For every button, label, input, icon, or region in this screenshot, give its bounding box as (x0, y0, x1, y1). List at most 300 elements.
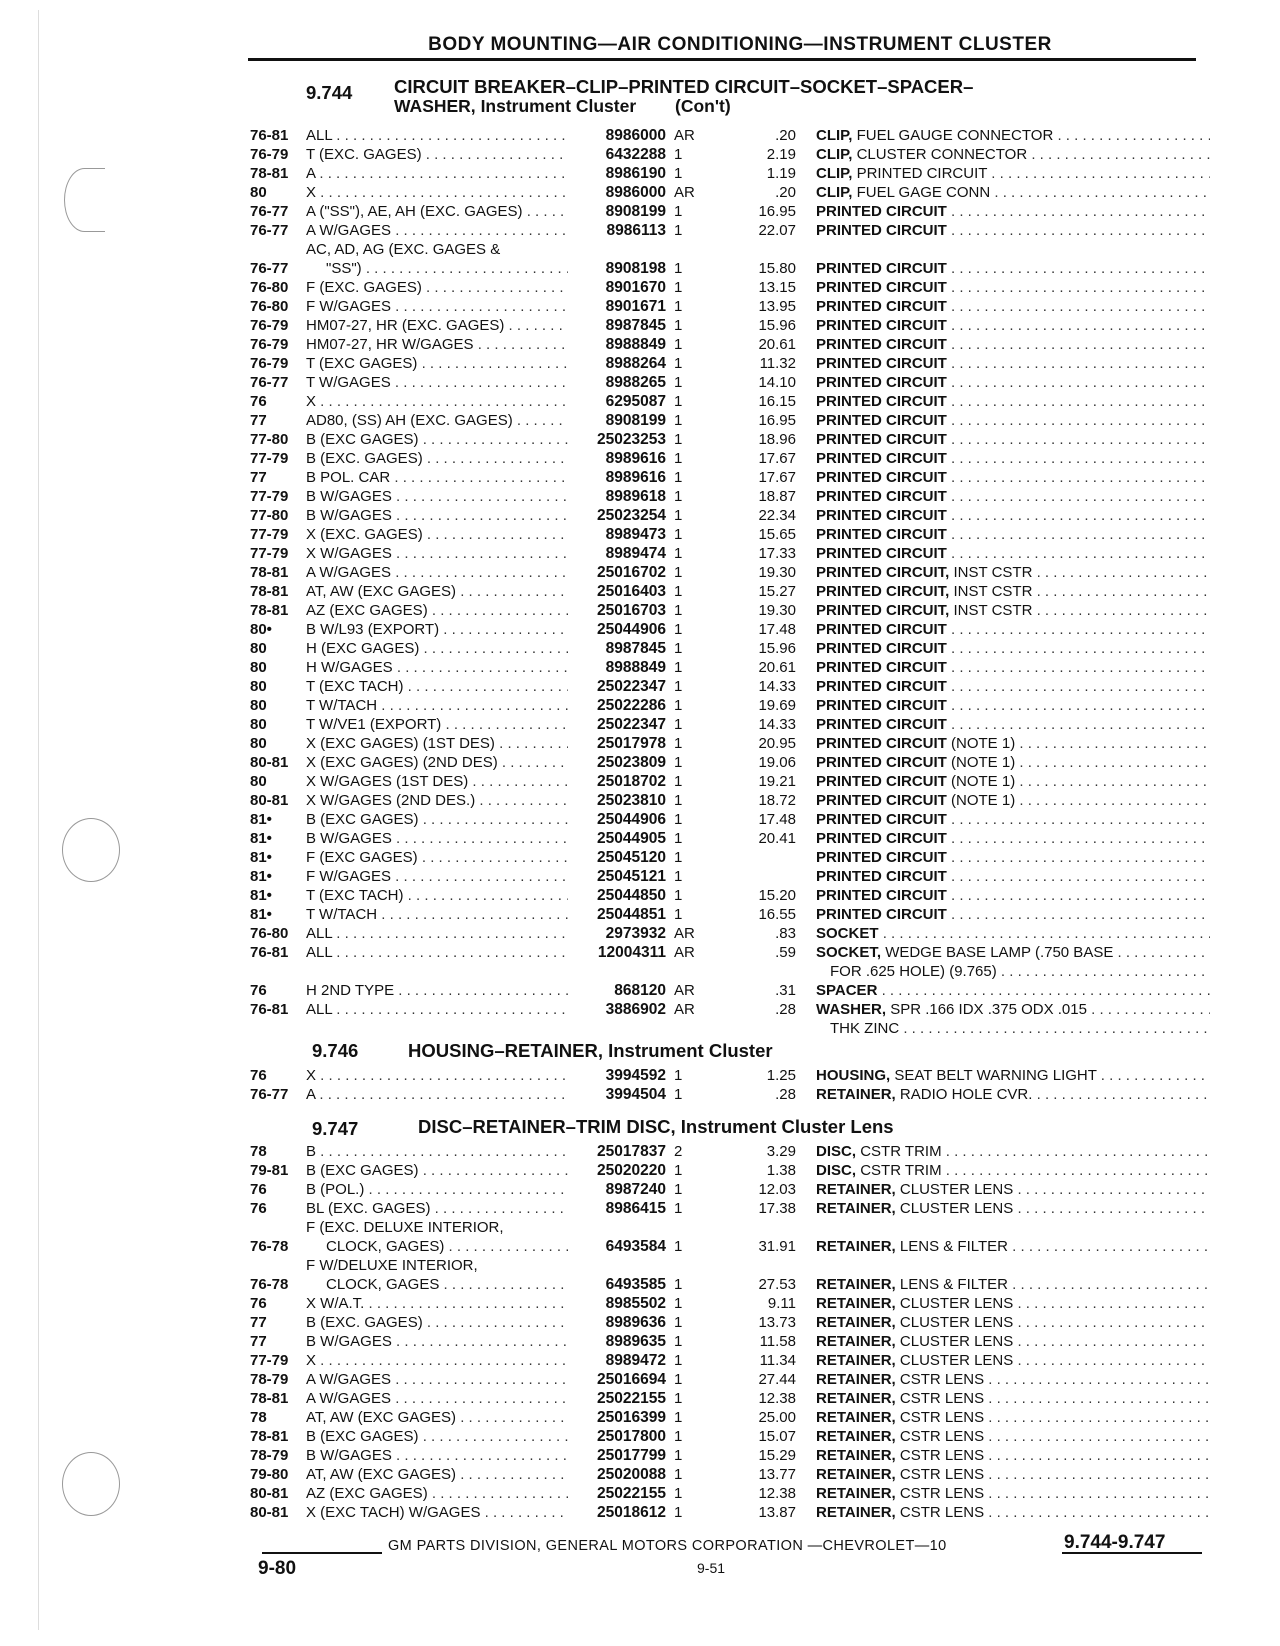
description-line (816, 1294, 1210, 1313)
table-row (250, 1351, 1210, 1370)
table-row (250, 1066, 1210, 1085)
description-key: PRINTED CIRCUIT (816, 545, 947, 562)
application-line: X W/GAGES . . . (306, 544, 568, 563)
model-year: 80 (250, 716, 267, 733)
price: 1.19 (766, 165, 796, 182)
application (306, 1503, 568, 1522)
quantity: AR (674, 1001, 695, 1018)
description-key: PRINTED CIRCUIT (816, 355, 947, 372)
description-detail: CSTR LENS (899, 1504, 985, 1521)
section-title-rest: Instrument Cluster Lens (680, 1116, 894, 1137)
parts-list (250, 126, 1210, 1038)
application (306, 1332, 568, 1351)
description (816, 145, 1210, 164)
description-line (816, 297, 1210, 316)
description-detail: CLUSTER LENS (899, 1200, 1014, 1217)
quantity: 1 (674, 336, 683, 353)
section-9-747 (250, 1114, 1210, 1522)
application (306, 430, 568, 449)
price: 18.87 (758, 488, 796, 505)
price: .31 (775, 982, 796, 999)
application-line: AZ (EXC GAGES) . . . (306, 601, 568, 620)
table-row (250, 506, 1210, 525)
application-line: A ("SS"), AE, AH (EXC. GAGES) . . . (306, 202, 568, 221)
model-year: 78-81 (250, 1428, 289, 1445)
application-line: AT, AW (EXC GAGES) . . . (306, 582, 568, 601)
model-year: 76-79 (250, 317, 289, 334)
description-line (816, 867, 1210, 886)
description-line (816, 468, 1210, 487)
price: 15.27 (758, 583, 796, 600)
application-line: B (EXC GAGES) . . . (306, 810, 568, 829)
description-detail: LENS & FILTER (899, 1238, 1008, 1255)
application (306, 1389, 568, 1408)
application (306, 848, 568, 867)
section-heading (250, 1114, 1210, 1142)
part-number: 8901670 (605, 279, 666, 296)
application (306, 696, 568, 715)
table-row (250, 373, 1210, 392)
price: 17.33 (758, 545, 796, 562)
quantity: 1 (674, 412, 683, 429)
part-number: 25017837 (597, 1143, 666, 1160)
table-row (250, 1465, 1210, 1484)
description-key: PRINTED CIRCUIT (816, 279, 947, 296)
description-key: PRINTED CIRCUIT (816, 336, 947, 353)
description-line (816, 1199, 1210, 1218)
application-line: H W/GAGES . . . (306, 658, 568, 677)
table-row (250, 1142, 1210, 1161)
description-key: HOUSING, (816, 1067, 891, 1084)
quantity: 1 (674, 583, 683, 600)
description (816, 1085, 1210, 1104)
description-line (816, 202, 1210, 221)
section-title-rest: Instrument Cluster (608, 1040, 773, 1061)
part-number: 25017799 (597, 1447, 666, 1464)
description (816, 221, 1210, 240)
quantity: 1 (674, 1333, 683, 1350)
application-line: B (POL.) . . . (306, 1180, 568, 1199)
description-key: RETAINER, (816, 1447, 896, 1464)
quantity: 1 (674, 659, 683, 676)
description-key: RETAINER, (816, 1295, 896, 1312)
quantity: 1 (674, 507, 683, 524)
table-row (250, 696, 1210, 715)
quantity: 1 (674, 355, 683, 372)
description (816, 354, 1210, 373)
quantity: 1 (674, 1447, 683, 1464)
application-line: HM07-27, HR W/GAGES . . . (306, 335, 568, 354)
price: 12.38 (758, 1390, 796, 1407)
model-year: 76 (250, 1181, 267, 1198)
description (816, 1218, 1210, 1256)
quantity: 1 (674, 1200, 683, 1217)
description-line (816, 981, 1210, 1000)
description-line (816, 734, 1210, 753)
description-key: PRINTED CIRCUIT (816, 469, 947, 486)
description-detail: INST CSTR (953, 564, 1033, 581)
description-line (816, 411, 1210, 430)
description (816, 601, 1210, 620)
part-number: 6493585 (605, 1276, 666, 1293)
description-detail: CLUSTER LENS (899, 1352, 1014, 1369)
table-row (250, 1370, 1210, 1389)
model-year: 80-81 (250, 1485, 289, 1502)
application (306, 1465, 568, 1484)
model-year: 80 (250, 697, 267, 714)
quantity: 1 (674, 773, 683, 790)
table-row (250, 278, 1210, 297)
model-year: 81• (250, 906, 272, 923)
description (816, 677, 1210, 696)
table-row (250, 354, 1210, 373)
description-line (816, 1370, 1210, 1389)
application (306, 1142, 568, 1161)
quantity: 1 (674, 1352, 683, 1369)
description (816, 335, 1210, 354)
application (306, 1000, 568, 1019)
price: 11.32 (759, 355, 796, 372)
section-subtitle (394, 96, 731, 117)
description-line (816, 145, 1210, 164)
description-key: PRINTED CIRCUIT (816, 507, 947, 524)
price: 19.69 (758, 697, 796, 714)
quantity: AR (674, 184, 695, 201)
table-row (250, 791, 1210, 810)
application-line: AC, AD, AG (EXC. GAGES & (306, 241, 501, 258)
model-year: 80 (250, 640, 267, 657)
model-year: 78-81 (250, 165, 289, 182)
description-key: PRINTED CIRCUIT (816, 640, 947, 657)
price: 15.07 (758, 1428, 796, 1445)
quantity: 1 (674, 1485, 683, 1502)
table-row (250, 164, 1210, 183)
part-number: 25022155 (597, 1485, 666, 1502)
price: 18.96 (758, 431, 796, 448)
model-year: 77 (250, 1333, 267, 1350)
table-row (250, 734, 1210, 753)
quantity: AR (674, 982, 695, 999)
description-key: RETAINER, (816, 1466, 896, 1483)
table-row (250, 867, 1210, 886)
table-row (250, 1180, 1210, 1199)
section-number: 9.746 (312, 1040, 359, 1061)
application-line: B (EXC GAGES) . . . (306, 1427, 568, 1446)
description-key: RETAINER, (816, 1333, 896, 1350)
application (306, 1199, 568, 1218)
model-year: 80• (250, 621, 272, 638)
application-line: A W/GAGES . . . (306, 563, 568, 582)
part-number: 3886902 (605, 1001, 666, 1018)
price: 16.55 (758, 906, 796, 923)
table-row (250, 943, 1210, 981)
description (816, 753, 1210, 772)
table-row (250, 449, 1210, 468)
description (816, 297, 1210, 316)
description-key: RETAINER, (816, 1181, 896, 1198)
description-line (816, 1332, 1210, 1351)
quantity: 1 (674, 716, 683, 733)
description-line (816, 544, 1210, 563)
price: 17.67 (758, 469, 796, 486)
part-number: 25020088 (597, 1466, 666, 1483)
table-row (250, 126, 1210, 145)
model-year: 80 (250, 659, 267, 676)
application (306, 943, 568, 962)
application-line: T (EXC. GAGES) . . . (306, 145, 568, 164)
part-number: 25016694 (597, 1371, 666, 1388)
description-line (816, 221, 1210, 240)
price: 13.95 (758, 298, 796, 315)
description-detail: INST CSTR (953, 583, 1033, 600)
table-row (250, 658, 1210, 677)
description (816, 1408, 1210, 1427)
table-row (250, 183, 1210, 202)
table-row (250, 202, 1210, 221)
application (306, 164, 568, 183)
model-year: 76-79 (250, 355, 289, 372)
description-detail: CSTR LENS (899, 1371, 985, 1388)
model-year: 76-80 (250, 925, 289, 942)
model-year: 76 (250, 1067, 267, 1084)
model-year: 76 (250, 1295, 267, 1312)
part-number: 8901671 (605, 298, 666, 315)
application-line: H 2ND TYPE . . . (306, 981, 568, 1000)
application (306, 753, 568, 772)
price: 27.53 (758, 1276, 796, 1293)
quantity: 1 (674, 678, 683, 695)
description-detail: WEDGE BASE LAMP (.750 BASE (885, 944, 1114, 961)
description-key: PRINTED CIRCUIT (816, 887, 947, 904)
price: 12.38 (758, 1485, 796, 1502)
description (816, 1370, 1210, 1389)
description-line (816, 677, 1210, 696)
application (306, 1066, 568, 1085)
description-line (816, 1085, 1210, 1104)
model-year: 78-81 (250, 1390, 289, 1407)
model-year: 78-81 (250, 583, 289, 600)
application-line: B (EXC GAGES) . . . (306, 1161, 568, 1180)
model-year: 78-79 (250, 1371, 289, 1388)
part-number: 25045120 (597, 849, 666, 866)
footer-corporation: GM PARTS DIVISION, GENERAL MOTORS CORPORATION —CHEVROLET—10 (388, 1538, 947, 1554)
description (816, 1142, 1210, 1161)
description-detail: CSTR LENS (899, 1390, 985, 1407)
section-number: 9.744 (306, 82, 353, 103)
description-line (816, 373, 1210, 392)
description-detail: CSTR TRIM (860, 1162, 942, 1179)
application-line: X W/A.T. . . . (306, 1294, 568, 1313)
binder-hole-middle (62, 818, 120, 882)
price: 3.29 (766, 1143, 796, 1160)
application (306, 1484, 568, 1503)
quantity: 1 (674, 1371, 683, 1388)
application-line: B W/GAGES . . . (306, 487, 568, 506)
description (816, 487, 1210, 506)
part-number: 6432288 (605, 146, 666, 163)
application-line: CLOCK, GAGES . . . (306, 1275, 568, 1294)
quantity: 1 (674, 1504, 683, 1521)
quantity: 1 (674, 1409, 683, 1426)
description-line (816, 696, 1210, 715)
description-line (816, 924, 1210, 943)
table-row (250, 316, 1210, 335)
description-line (816, 487, 1210, 506)
quantity: 1 (674, 1295, 683, 1312)
model-year: 80 (250, 678, 267, 695)
description-line (816, 582, 1210, 601)
table-row (250, 525, 1210, 544)
model-year: 80-81 (250, 1504, 289, 1521)
description-key: DISC, (816, 1162, 857, 1179)
quantity: 1 (674, 1276, 683, 1293)
application (306, 601, 568, 620)
table-row (250, 1446, 1210, 1465)
description-detail: (NOTE 1) (951, 735, 1016, 752)
model-year: 76-78 (250, 1238, 289, 1255)
application (306, 734, 568, 753)
price: 27.44 (758, 1371, 796, 1388)
part-number: 868120 (614, 982, 666, 999)
description-detail: CSTR LENS (899, 1428, 985, 1445)
table-row (250, 677, 1210, 696)
description-key: PRINTED CIRCUIT (816, 906, 947, 923)
description-key: PRINTED CIRCUIT (816, 716, 947, 733)
model-year: 76-77 (250, 203, 289, 220)
description-detail: (NOTE 1) (951, 773, 1016, 790)
part-number: 8986000 (605, 184, 666, 201)
description (816, 449, 1210, 468)
quantity: 1 (674, 906, 683, 923)
model-year: 79-81 (250, 1162, 289, 1179)
application-line: AT, AW (EXC GAGES) . . . (306, 1408, 568, 1427)
application-line: "SS") . . . (306, 259, 568, 278)
application (306, 1427, 568, 1446)
description (816, 905, 1210, 924)
description-detail: PRINTED CIRCUIT (856, 165, 988, 182)
description-detail: SPR .166 IDX .375 ODX .015 (890, 1001, 1087, 1018)
description-key: PRINTED CIRCUIT (816, 849, 947, 866)
application-line: F W/DELUXE INTERIOR, (306, 1257, 478, 1274)
application (306, 126, 568, 145)
quantity: AR (674, 127, 695, 144)
price: 20.41 (758, 830, 796, 847)
model-year: 76-79 (250, 146, 289, 163)
price: 15.80 (758, 260, 796, 277)
application-line: B W/L93 (EXPORT) . . . (306, 620, 568, 639)
description-line (816, 259, 1210, 278)
part-number: 8989474 (605, 545, 666, 562)
price: 11.34 (759, 1352, 796, 1369)
part-number: 8908198 (605, 260, 666, 277)
model-year: 80-81 (250, 792, 289, 809)
description-key: CLIP, (816, 165, 853, 182)
application (306, 582, 568, 601)
application-line: T W/GAGES . . . (306, 373, 568, 392)
description-key: PRINTED CIRCUIT (816, 317, 947, 334)
application (306, 506, 568, 525)
table-row (250, 297, 1210, 316)
table-row (250, 145, 1210, 164)
description (816, 1465, 1210, 1484)
description (816, 810, 1210, 829)
section-heading (250, 1040, 1210, 1066)
description-key: PRINTED CIRCUIT (816, 754, 947, 771)
application-line: B W/GAGES . . . (306, 829, 568, 848)
part-number: 25022155 (597, 1390, 666, 1407)
description-line (816, 430, 1210, 449)
table-row (250, 905, 1210, 924)
table-row (250, 430, 1210, 449)
part-number: 2973932 (605, 925, 666, 942)
quantity: 1 (674, 450, 683, 467)
price: 19.30 (758, 564, 796, 581)
part-number: 25022347 (597, 716, 666, 733)
quantity: 1 (674, 279, 683, 296)
model-year: 78 (250, 1409, 267, 1426)
application-line: F (EXC. DELUXE INTERIOR, (306, 1219, 504, 1236)
description-line (816, 715, 1210, 734)
description-line (816, 1484, 1210, 1503)
application-line: F W/GAGES . . . (306, 867, 568, 886)
description-line (816, 1427, 1210, 1446)
application-line: B POL. CAR . . . (306, 468, 568, 487)
quantity: 1 (674, 1428, 683, 1445)
description-line (816, 316, 1210, 335)
description-detail: SEAT BELT WARNING LIGHT (894, 1067, 1097, 1084)
price: 15.20 (758, 887, 796, 904)
model-year: 81• (250, 849, 272, 866)
description (816, 1332, 1210, 1351)
description-key: RETAINER, (816, 1485, 896, 1502)
application-line: X (EXC GAGES) (2ND DES) . . . (306, 753, 568, 772)
description-detail: CSTR LENS (899, 1409, 985, 1426)
model-year: 76-81 (250, 1001, 289, 1018)
part-number: 25044905 (597, 830, 666, 847)
part-number: 8986190 (605, 165, 666, 182)
application-line: B (EXC GAGES) . . . (306, 430, 568, 449)
quantity: 1 (674, 260, 683, 277)
table-row (250, 487, 1210, 506)
application-line: AZ (EXC GAGES) . . . (306, 1484, 568, 1503)
description-key: DISC, (816, 1143, 857, 1160)
application (306, 981, 568, 1000)
description (816, 791, 1210, 810)
description-key: SOCKET, (816, 944, 882, 961)
continued-label: (Con't) (675, 96, 731, 116)
table-row (250, 1484, 1210, 1503)
application (306, 810, 568, 829)
application-line: B (EXC. GAGES) . . . (306, 1313, 568, 1332)
part-number: 25018702 (597, 773, 666, 790)
description-key: PRINTED CIRCUIT, (816, 602, 950, 619)
table-row (250, 1199, 1210, 1218)
price: 19.06 (758, 754, 796, 771)
table-row (250, 1313, 1210, 1332)
model-year: 81• (250, 887, 272, 904)
table-row (250, 1000, 1210, 1038)
table-row (250, 639, 1210, 658)
application (306, 183, 568, 202)
price: 15.65 (758, 526, 796, 543)
application (306, 620, 568, 639)
table-row (250, 620, 1210, 639)
application-line: T (EXC TACH) . . . (306, 677, 568, 696)
description (816, 468, 1210, 487)
description-line (816, 335, 1210, 354)
description-line (816, 392, 1210, 411)
table-row (250, 1161, 1210, 1180)
